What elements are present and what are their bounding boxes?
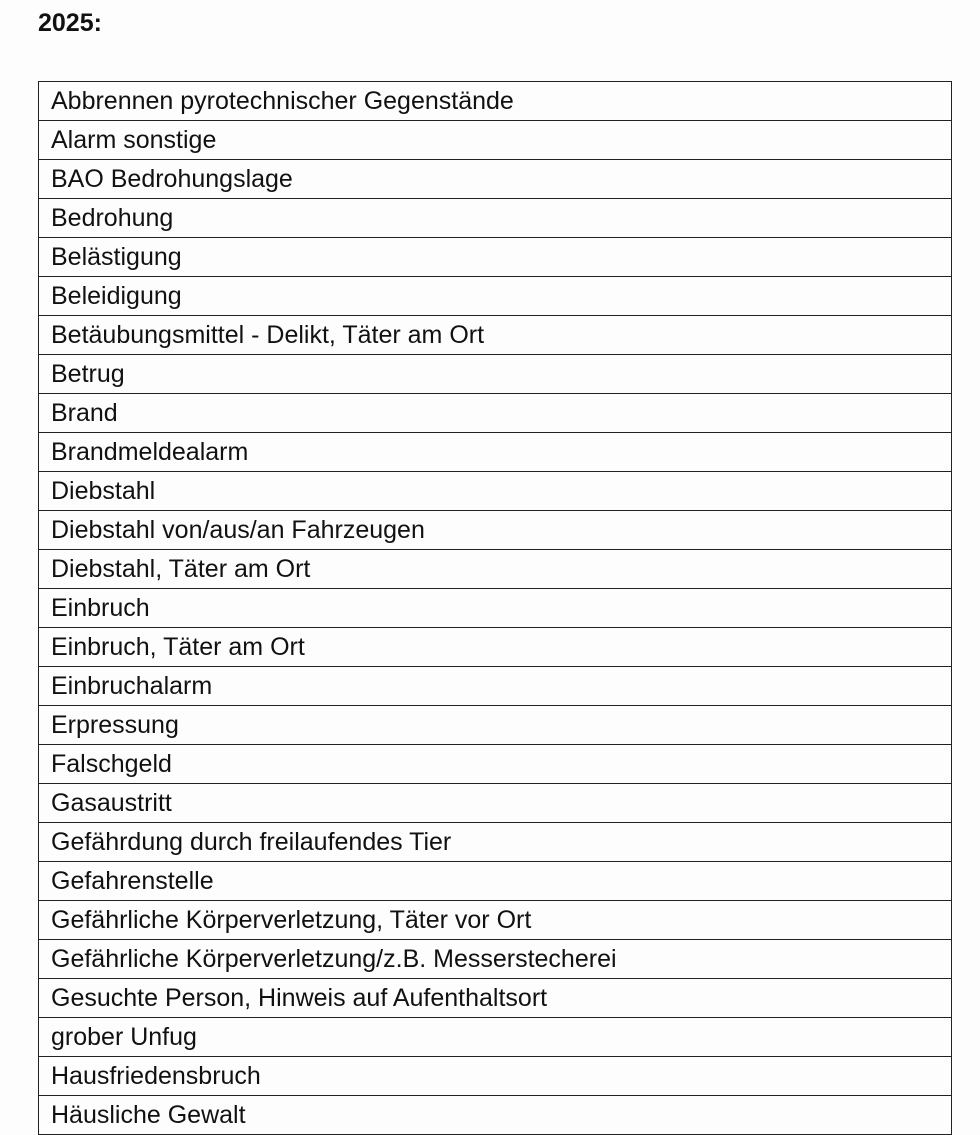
- incident-type-cell: Gefährliche Körperverletzung/z.B. Messerstecherei: [39, 940, 952, 979]
- incident-type-cell: Einbruch, Täter am Ort: [39, 628, 952, 667]
- table-row: [39, 511, 952, 550]
- incident-type-cell: Häusliche Gewalt: [39, 1096, 952, 1135]
- table-row: [39, 199, 952, 238]
- incident-type-cell: Gefahrenstelle: [39, 862, 952, 901]
- table-row: [39, 901, 952, 940]
- incident-type-cell: Brandmeldealarm: [39, 433, 952, 472]
- table-row: [39, 823, 952, 862]
- table-row: [39, 862, 952, 901]
- incident-type-cell: Erpressung: [39, 706, 952, 745]
- table-row: [39, 316, 952, 355]
- incident-type-cell: Gasaustritt: [39, 784, 952, 823]
- incident-type-cell: Hausfriedensbruch: [39, 1057, 952, 1096]
- table-row: [39, 433, 952, 472]
- table-row: [39, 238, 952, 277]
- table-row: [39, 784, 952, 823]
- incident-type-cell: Bedrohung: [39, 199, 952, 238]
- incident-type-cell: Betrug: [39, 355, 952, 394]
- incident-type-cell: Diebstahl: [39, 472, 952, 511]
- incident-type-cell: grober Unfug: [39, 1018, 952, 1057]
- incident-type-cell: Brand: [39, 394, 952, 433]
- table-row: [39, 550, 952, 589]
- incident-type-cell: Gefährliche Körperverletzung, Täter vor Ort: [39, 901, 952, 940]
- incident-type-cell: Diebstahl, Täter am Ort: [39, 550, 952, 589]
- incident-type-cell: Betäubungsmittel - Delikt, Täter am Ort: [39, 316, 952, 355]
- table-row: [39, 1018, 952, 1057]
- table-row: [39, 472, 952, 511]
- incident-type-cell: Einbruch: [39, 589, 952, 628]
- incident-type-cell: BAO Bedrohungslage: [39, 160, 952, 199]
- incident-type-cell: Beleidigung: [39, 277, 952, 316]
- incident-type-cell: Gefährdung durch freilaufendes Tier: [39, 823, 952, 862]
- year-heading: 2025:: [38, 9, 102, 37]
- incident-type-cell: Einbruchalarm: [39, 667, 952, 706]
- incident-type-cell: Belästigung: [39, 238, 952, 277]
- table-row: [39, 121, 952, 160]
- table-row: [39, 628, 952, 667]
- table-row: [39, 979, 952, 1018]
- table-row: [39, 82, 952, 121]
- incident-type-cell: Abbrennen pyrotechnischer Gegenstände: [39, 82, 952, 121]
- table-row: [39, 160, 952, 199]
- incident-type-cell: Falschgeld: [39, 745, 952, 784]
- table-row: [39, 745, 952, 784]
- table-row: [39, 355, 952, 394]
- table-row: [39, 1096, 952, 1135]
- table-row: [39, 667, 952, 706]
- incident-type-table: [38, 81, 952, 1135]
- table-row: [39, 940, 952, 979]
- table-row: [39, 1057, 952, 1096]
- incident-type-cell: Gesuchte Person, Hinweis auf Aufenthaltsort: [39, 979, 952, 1018]
- incident-type-cell: Alarm sonstige: [39, 121, 952, 160]
- table-row: [39, 277, 952, 316]
- incident-type-cell: Diebstahl von/aus/an Fahrzeugen: [39, 511, 952, 550]
- table-row: [39, 394, 952, 433]
- table-row: [39, 706, 952, 745]
- table-row: [39, 589, 952, 628]
